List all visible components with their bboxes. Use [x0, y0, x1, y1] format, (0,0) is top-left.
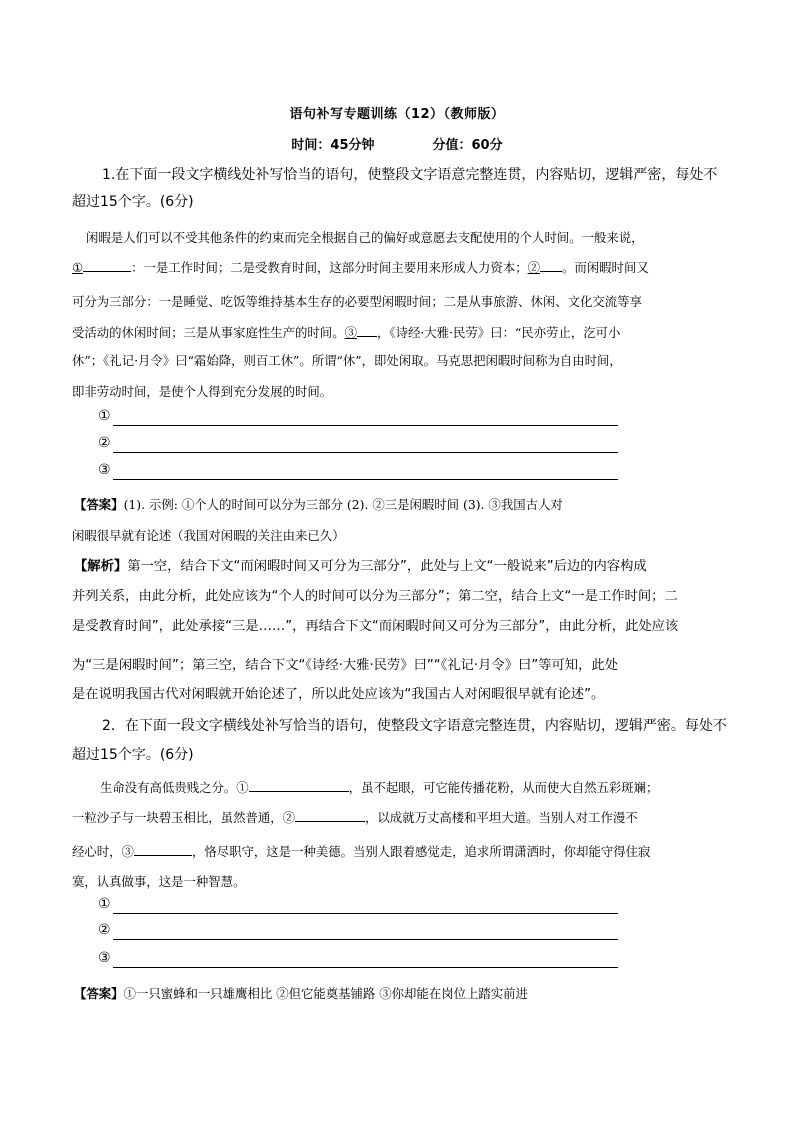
q1-explanation-line1	[74, 557, 647, 577]
q1-blank-marker-3: ③	[344, 325, 357, 340]
q2-blank-1	[249, 777, 349, 792]
q2-answer-line-3[interactable]	[113, 967, 618, 968]
q1-passage-line1: 闲暇是人们可以不受其他条件的约束而完全根据自己的偏好或意愿去支配使用的个人时间。一般来说，	[86, 230, 644, 245]
q2-answer-line-label-3: ③	[98, 950, 111, 966]
q1-answer-line2: 闲暇很早就有论述（我国对闲暇的关注由来已久）	[72, 528, 345, 543]
q1-passage-text: ，《诗经·大雅·民劳》曰：“民亦劳止，汔可小	[376, 325, 621, 340]
q1-passage-text: 。而闲暇时间又	[562, 260, 649, 275]
q1-passage-line4	[72, 322, 620, 343]
exam-meta	[0, 134, 794, 153]
answer-tag: 【答案】	[74, 497, 124, 512]
time-limit: 时间：45分钟	[291, 138, 375, 153]
page-title: 语句补写专题训练（12）（教师版）	[289, 107, 505, 122]
q2-blank-3	[134, 841, 192, 856]
q2-passage-text: 一粒沙子与一块碧玉相比，虽然普通，②	[72, 810, 296, 825]
q2-passage-text: 经心时，③	[72, 844, 134, 859]
q1-answer-line-3[interactable]	[113, 479, 618, 480]
q1-answer-line-1[interactable]	[113, 425, 618, 426]
q2-stem-line1: 2．在下面一段文字横线处补写恰当的语句，使整段文字语意完整连贯，内容贴切，逻辑严密。每处不	[102, 718, 727, 734]
q1-blank-1	[83, 257, 131, 272]
q1-blank-marker-2: ②	[527, 260, 540, 275]
q1-answer-line-label-2: ②	[98, 435, 111, 451]
q1-passage-line2	[72, 257, 649, 278]
q1-stem-line1: 1.在下面一段文字横线处补写恰当的语句，使整段文字语意完整连贯，内容贴切，逻辑严密，每处不	[102, 167, 718, 183]
q1-passage-line3: 可分为三部分：一是睡觉、吃饭等维持基本生存的必要型闲暇时间；二是从事旅游、休闲、文化交流等享	[72, 294, 642, 309]
q1-answer-line-label-3: ③	[98, 462, 111, 478]
q1-answer	[74, 495, 563, 515]
q1-blank-3	[357, 322, 377, 337]
q2-passage-text: 生命没有高低贵贱之分。①	[100, 780, 249, 795]
q1-answer-line-label-1: ①	[98, 408, 111, 424]
q1-explanation-line2: 并列关系，由此分析，此处应该为“个人的时间可以分为三部分”；第二空，结合上文“一是工作时间；二	[72, 589, 678, 604]
q2-passage-line2	[72, 807, 638, 828]
q1-explanation-line3: 是受教育时间”，此处承接“三是……”，再结合下文“而闲暇时间又可分为三部分”，由此分析，此处应该	[72, 619, 679, 634]
q2-blank-2	[295, 807, 365, 822]
q2-passage-text: ，恪尽职守，这是一种美德。当别人跟着感觉走，追求所谓潇洒时，你却能守得住寂	[191, 844, 651, 859]
q1-passage-text: ：一是工作时间；二是受教育时间，这部分时间主要用来形成人力资本；	[131, 260, 528, 275]
answer-tag: 【答案】	[74, 986, 124, 1001]
q1-explanation-line4: 为“三是闲暇时间”；第三空，结合下文“《诗经·大雅·民劳》曰”“《礼记·月令》曰”等可知，此处	[72, 658, 618, 673]
q1-answer-text: (1). 示例: ①个人的时间可以分为三部分 (2). ②三是闲暇时间 (3). ③我国古人对	[123, 497, 563, 512]
q1-blank-marker-1: ①	[72, 260, 84, 275]
q1-passage-line5: 休”；《礼记·月令》曰“霜始降，则百工休”。所谓“休”，即处闲取。马克思把闲暇时间称为自由时间，	[72, 353, 622, 368]
q2-answer-line-label-1: ①	[98, 896, 111, 912]
q1-passage-line6: 即非劳动时间，是使个人得到充分发展的时间。	[72, 384, 333, 399]
explanation-tag: 【解析】	[74, 559, 128, 574]
q2-passage-line1	[100, 777, 658, 798]
q1-passage-text: 受活动的休闲时间；三是从事家庭性生产的时间。	[72, 325, 345, 340]
q1-answer-line-2[interactable]	[113, 452, 618, 453]
q2-passage-text: ，虽不起眼，可它能传播花粉，从而使大自然五彩斑斓；	[348, 780, 659, 795]
q2-answer-line-label-2: ②	[98, 922, 111, 938]
q1-blank-2	[540, 257, 562, 272]
q2-passage-text: ，以成就万丈高楼和平坦大道。当别人对工作漫不	[365, 810, 638, 825]
q2-passage-line3	[72, 841, 650, 862]
q2-answer-text: ①一只蜜蜂和一只雄鹰相比 ②但它能奠基铺路 ③你却能在岗位上踏实前进	[123, 986, 528, 1001]
q2-stem-line2: 超过15个字。(6分)	[72, 747, 194, 763]
q2-answer-line-1[interactable]	[113, 913, 618, 914]
q1-explanation-text: 第一空，结合下文“而闲暇时间又可分为三部分”，此处与上文“一般说来”后边的内容构成	[127, 559, 647, 574]
q2-answer	[74, 984, 528, 1004]
q1-explanation-line5: 是在说明我国古代对闲暇就开始论述了，所以此处应该为“我国古人对闲暇很早就有论述”。	[72, 687, 605, 702]
q1-stem-line2: 超过15个字。(6分)	[72, 194, 194, 210]
total-score: 分值：60分	[432, 138, 503, 153]
q2-passage-line4: 寞，认真做事，这是一种智慧。	[72, 874, 246, 889]
q2-answer-line-2[interactable]	[113, 939, 618, 940]
